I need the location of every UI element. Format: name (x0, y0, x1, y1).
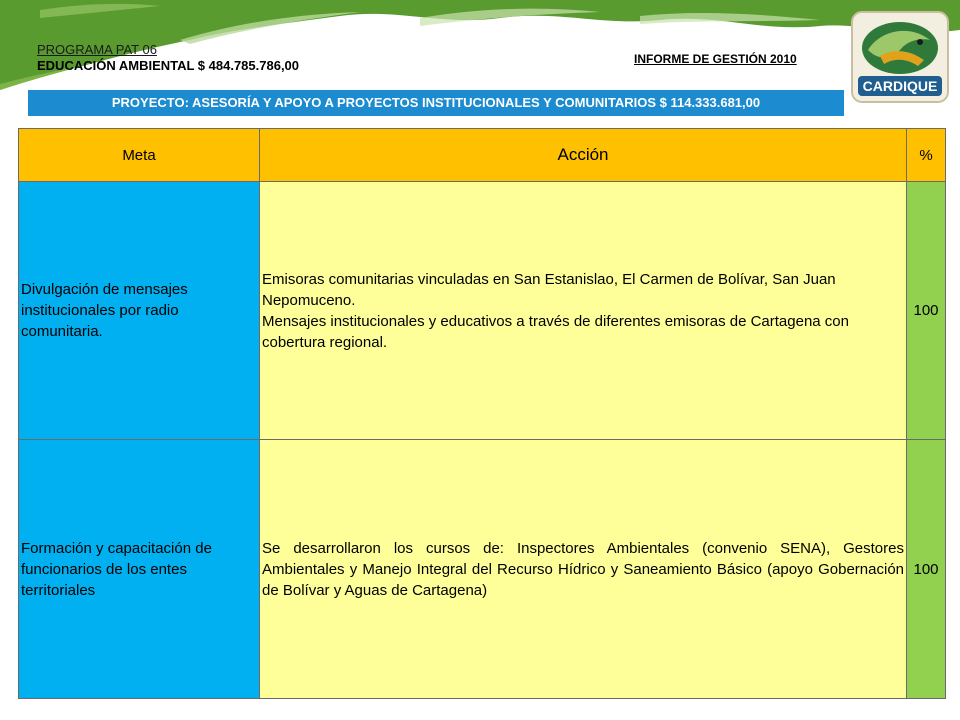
education-budget-label: EDUCACIÓN AMBIENTAL $ 484.785.786,00 (37, 58, 300, 73)
report-title: INFORME DE GESTIÓN 2010 (634, 52, 797, 66)
program-label: PROGRAMA PAT 06 (37, 42, 157, 57)
table-row (19, 440, 946, 699)
meta-cell: Formación y capacitación de funcionarios de los entes territoriales (19, 440, 260, 699)
action-text: Emisoras comunitarias vinculadas en San Estanislao, El Carmen de Bolívar, San Juan Nepomuceno. (262, 270, 836, 309)
percent-cell: 100 (907, 440, 946, 699)
action-text: Mensajes institucionales y educativos a través de diferentes emisoras de Cartagena con cobertura regional. (262, 312, 849, 351)
header-percent: % (907, 129, 946, 182)
header-accion: Acción (260, 129, 907, 182)
cardique-logo (850, 10, 950, 104)
meta-cell: Divulgación de mensajes institucionales por radio comunitaria. (19, 182, 260, 440)
table-row (19, 182, 946, 440)
action-cell (260, 182, 907, 440)
goals-table (18, 128, 946, 699)
header-meta: Meta (19, 129, 260, 182)
project-banner: PROYECTO: ASESORÍA Y APOYO A PROYECTOS INSTITUCIONALES Y COMUNITARIOS $ 114.333.681,00 (28, 90, 844, 116)
table-header-row (19, 129, 946, 182)
action-cell: Se desarrollaron los cursos de: Inspectores Ambientales (convenio SENA), Gestores Ambientales y Manejo Integral del Recurso Hídrico y Saneamiento Básico (apoyo Gobernación de Bolívar y Aguas de Cartagena) (260, 440, 907, 699)
logo-text: CARDIQUE (862, 78, 938, 94)
percent-cell: 100 (907, 182, 946, 440)
